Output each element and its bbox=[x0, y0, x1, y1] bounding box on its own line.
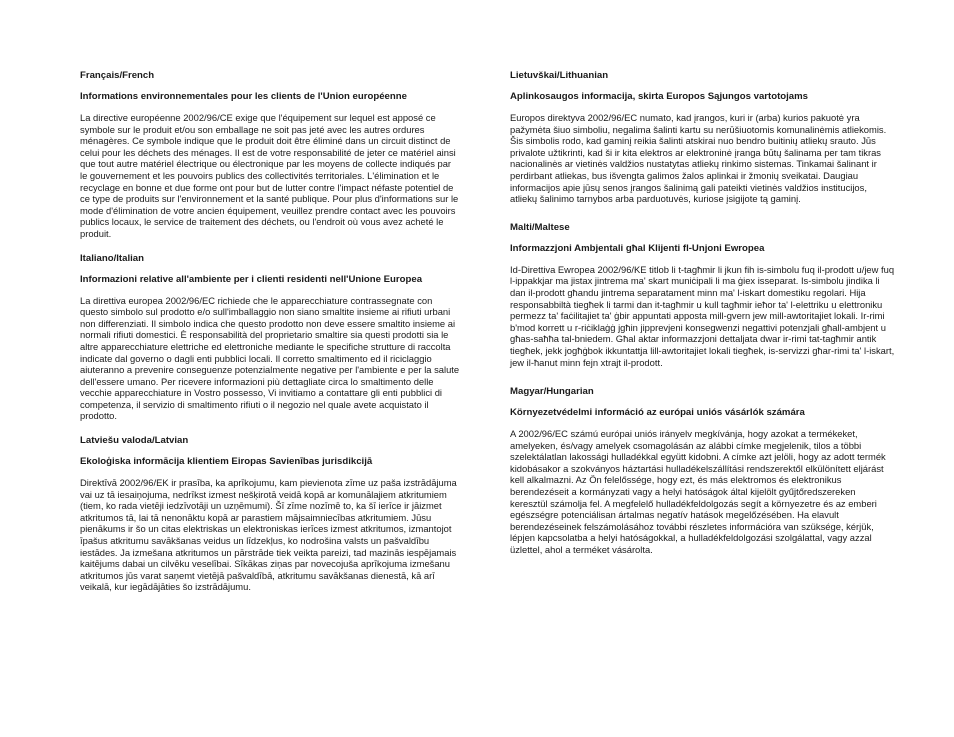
section-italian bbox=[80, 253, 460, 423]
section-heading: Informazzjoni Ambjentali għal Klijenti fl-Unjoni Ewropea bbox=[510, 242, 765, 254]
language-label: Latviešu valoda/Latvian bbox=[80, 435, 189, 447]
section-latvian bbox=[80, 435, 460, 593]
language-label: Malti/Maltese bbox=[510, 221, 570, 233]
section-body: Europos direktyva 2002/96/EC numato, kad įrangos, kuri ir (arba) kurios pakuotė yra pažymėta šiuo simboliu, negalima šalinti kartu su nerūšiuotomis komunalinėmis atliekomis. Šis simbolis rodo, kad gaminį reikia šalinti atskirai nuo bendro buitinių atliekų srauto. Jūs privalote užtikrinti, kad ši ir kita elektros ar elektroninė įranga būtų šalinama per tam tikras nacionalinės ar vietinės valdžios nustatytas atliekų rinkimo sistemas. Tinkamai šalinant ir perdirbant atliekas, bus išvengta galimos žalos aplinkai ir žmonių sveikatai. Daugiau informacijos apie jūsų senos įrangos šalinimą gali pateikti vietinės valdžios institucijos, atliekų šalinimo tarnybos arba parduotuvės, kuriose įsigijote tą gaminį. bbox=[510, 112, 887, 205]
language-label: Italiano/Italian bbox=[80, 252, 144, 264]
section-heading: Környezetvédelmi információ az európai uniós vásárlók számára bbox=[510, 407, 805, 419]
section-lithuanian bbox=[510, 70, 895, 205]
right-column bbox=[510, 70, 895, 556]
section-body: Id-Direttiva Ewropea 2002/96/KE titlob li t-tagħmir li jkun fih is-simbolu fuq il-prodott u/jew fuq l-ippakkjar ma jistax jintrema ma' skart muniċipali li ma ġiex isseparat. Is-simbolu jindika li dan il-prodott għandu jintrema separatament minn ma' l-iskart domestiku regolari. Hija responsabbiltà tiegħek li tarmi dan it-tagħmir u kull tagħmir ieħor ta' l-elettriku u elettroniku permezz ta' faċilitajiet ta' ġbir appuntati apposta mill-gvern jew mill-awtoritajiet lokali. Ir-rimi b'mod korrett u r-riċiklaġġ jgħin jipprevjeni konsegwenzi negattivi potenzjali għall-ambjent u għas-saħħa tal-bniedem. Għal aktar informazzjoni dettaljata dwar ir-rimi tat-tagħmir antik tiegħek, jekk jogħġbok ikkuntattja lill-awtoritajiet lokali tiegħek, is-servizzi għar-rimi ta' l-iskart, jew il-ħanut minn fejn xtrajt il-prodott. bbox=[510, 263, 895, 368]
section-body: La direttiva europea 2002/96/EC richiede che le apparecchiature contrassegnate con questo simbolo sul prodotto e/o sull'imballaggio non siano smaltite insieme ai rifiuti urbani non differenziati. Il simbolo indica che questo prodotto non deve essere smaltito insieme ai normali rifiuti domestici. È responsabilità del proprietario smaltire sia questi prodotti sia le altre apparecchiature elettriche ed elettroniche mediante le specifiche strutture di raccolta indicate dal governo o dagli enti pubblici locali. Il corretto smaltimento ed il riciclaggio aiuteranno a prevenire conseguenze potenzialmente negative per l'ambiente e per la salute dell'essere umano. Per ricevere informazioni più dettagliate circa lo smaltimento delle vecchie apparecchiature in Vostro possesso, Vi invitiamo a contattare gli enti pubblici di competenza, il servizio di smaltimento rifiuti o il negozio nel quale avete acquistato il prodotto. bbox=[80, 294, 460, 422]
section-body: A 2002/96/EC számú európai uniós irányelv megkívánja, hogy azokat a termékeket, amelyeken, és/vagy amelyek csomagolásán az alábbi címke megjelenik, tilos a többi szelektálatlan lakossági hulladékkal együtt kidobni. A címke azt jelöli, hogy az adott termék kidobásakor a szokványos háztartási hulladékelszállítási rendszerektől elkülönített eljárást kell alkalmazni. Az Ön felelőssége, hogy ezt, és más elektromos és elektronikus berendezéseit a kormányzati vagy a helyi hatóságok által kijelölt gyűjtőredszereken keresztül számolja fel. A megfelelő hulladékfeldolgozás segít a környezetre és az emberi egészségre potenciálisan ártalmas negatív hatások megelőzésében. Ha elavult berendezéseinek felszámolásához további részletes információra van szüksége, kérjük, lépjen kapcsolatba a helyi hatóságokkal, a hulladékfeldolgozási szolgálattal, vagy azzal üzlettel, ahol a terméket vásárolta. bbox=[510, 428, 886, 556]
section-heading: Informazioni relative all'ambiente per i clienti residenti nell'Unione Europea bbox=[80, 273, 423, 285]
left-column bbox=[80, 70, 460, 593]
language-label: Français/French bbox=[80, 70, 155, 81]
language-label: Lietuvškai/Lithuanian bbox=[510, 70, 609, 81]
section-body: La directive européenne 2002/96/CE exige que l'équipement sur lequel est apposé ce symbole sur le produit et/ou son emballage ne soit pas jeté avec les autres ordures ménagères. Ce symbole indique que le produit doit être éliminé dans un circuit distinct de celui pour les déchets des ménages. Il est de votre responsabilité de jeter ce matériel ainsi que tout autre matériel électrique ou électronique par les moyens de collecte indiqués par le gouvernement et les pouvoirs publics des collectivités territoriales. L'élimination et le recyclage en bonne et due forme ont pour but de lutter contre l'impact néfaste potentiel de ce type de produits sur l'environnement et la santé publique. Pour plus d'informations sur le mode d'élimination de votre ancien équipement, veuillez prendre contact avec les pouvoirs publics locaux, le service de traitement des déchets, ou l'endroit où vous avez acheté le produit. bbox=[80, 112, 459, 239]
section-heading: Ekoloģiska informācija klientiem Eiropas Savienības jurisdikcijā bbox=[80, 456, 373, 468]
section-maltese bbox=[510, 222, 895, 368]
section-heading: Aplinkosaugos informacija, skirta Europos Sąjungos vartotojams bbox=[510, 91, 809, 102]
section-french bbox=[80, 70, 460, 240]
section-heading: Informations environnementales pour les clients de l'Union européenne bbox=[80, 91, 407, 102]
language-label: Magyar/Hungarian bbox=[510, 386, 594, 398]
section-body: Direktīvā 2002/96/EK ir prasība, ka aprīkojumu, kam pievienota zīme uz paša izstrādājuma vai uz tā iesaiņojuma, nedrīkst izmest nešķirotā veidā kopā ar komunālajiem atkritumiem (tiem, ko rada vietēji iedzīvotāji un uzņēmumi). Šī zīme nozīmē to, ka šī ierīce ir jāizmet atkritumos tā, lai tā nenonāktu kopā ar parastiem mājsaimniecības atkritumiem. Jūsu pienākums ir šo un citas elektriskas un elektroniskas ierīces izmest atkritumos, izmantojot īpašus atkritumu savākšanas veidus un līdzekļus, ko nodrošina valsts un pašvaldību iestādes. Ja izmešana atkritumos un pārstrāde tiek veikta pareizi, tad mazinās iespējamais kaitējums dabai un cilvēku veselībai. Sīkākas ziņas par novecojuša aprīkojuma izmešanu atkritumos jūs varat saņemt vietējā pašvaldībā, atkritumu savākšanas dienestā, kā arī veikalā, kur iegādājāties šo izstrādājumu. bbox=[80, 477, 457, 593]
section-hungarian bbox=[510, 386, 895, 556]
